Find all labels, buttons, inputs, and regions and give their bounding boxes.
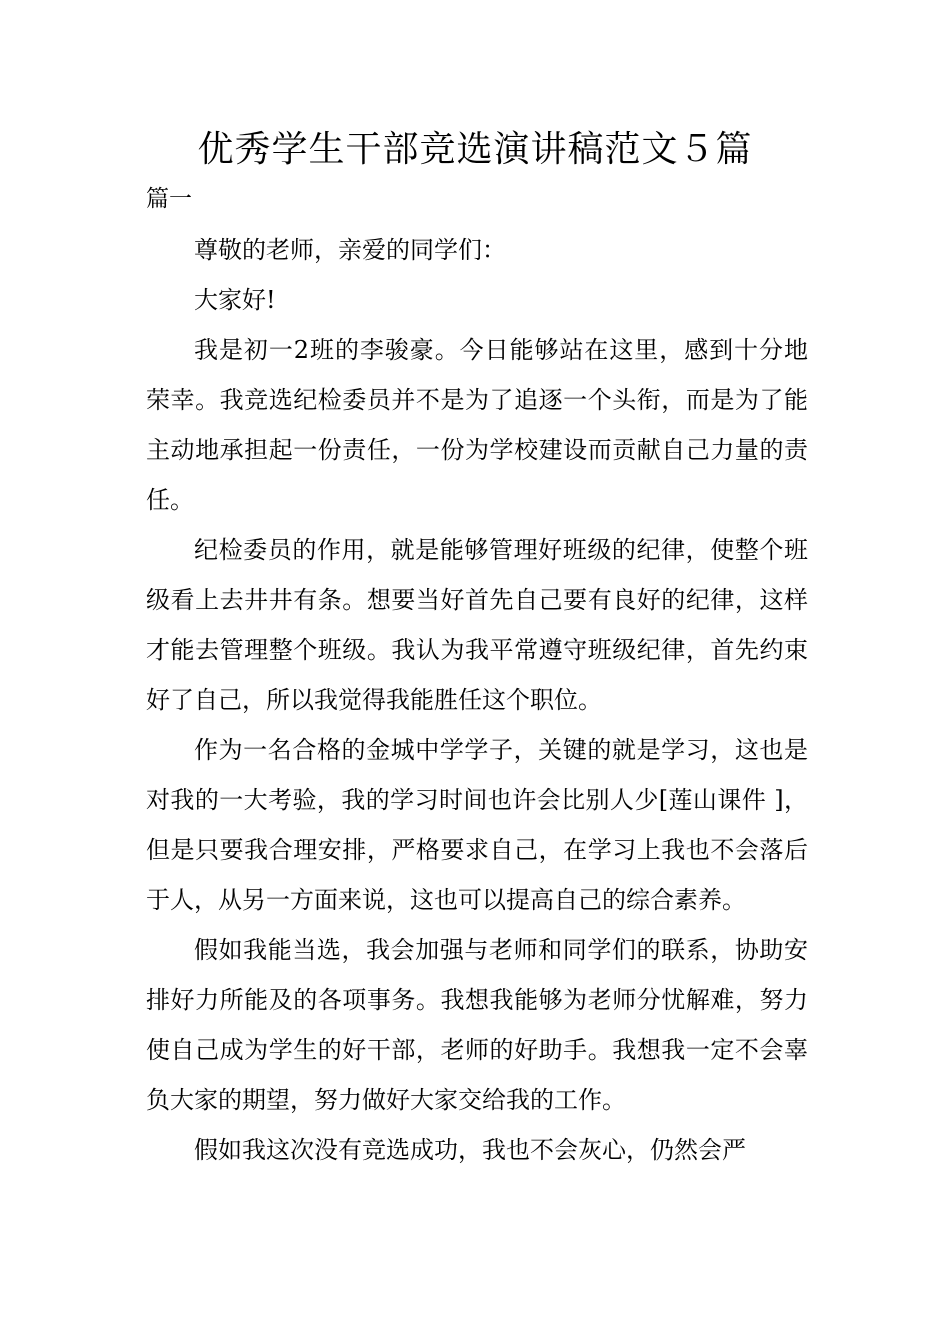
- paragraph-if-elected: 假如我能当选，我会加强与老师和同学们的联系，协助安排好力所能及的各项事务。我想我能够为老师分忧解难，努力使自己成为学生的好干部，老师的好助手。我想我一定不会辜负大家的期望，努力做好大家交给我的工作。: [146, 936, 808, 1114]
- paragraph-intro: 我是初一2班的李骏豪。今日能够站在这里，感到十分地荣幸。我竞选纪检委员并不是为了追逐一个头衔，而是为了能主动地承担起一份责任，一份为学校建设而贡献自己力量的责任。: [146, 336, 808, 514]
- section-label: 篇一: [146, 186, 192, 212]
- paragraph-greeting: 尊敬的老师，亲爱的同学们：: [194, 236, 506, 264]
- paragraph-if-not-elected: 假如我这次没有竞选成功，我也不会灰心，仍然会严: [194, 1136, 746, 1164]
- document-body: [146, 225, 808, 1175]
- paragraph-hello: 大家好!: [194, 286, 276, 314]
- document-title: 优秀学生干部竞选演讲稿范文５篇: [197, 129, 753, 170]
- paragraph-role: 纪检委员的作用，就是能够管理好班级的纪律，使整个班级看上去井井有条。想要当好首先自己要有良好的纪律，这样才能去管理整个班级。我认为我平常遵守班级纪律，首先约束好了自己，所以我觉得我能胜任这个职位。: [146, 536, 808, 714]
- paragraph-study: 作为一名合格的金城中学学子，关键的就是学习，这也是对我的一大考验，我的学习时间也许会比别人少[莲山课件 ]，但是只要我合理安排，严格要求自己，在学习上我也不会落后于人，从另一方面来说，这也可以提高自己的综合素养。: [146, 736, 808, 914]
